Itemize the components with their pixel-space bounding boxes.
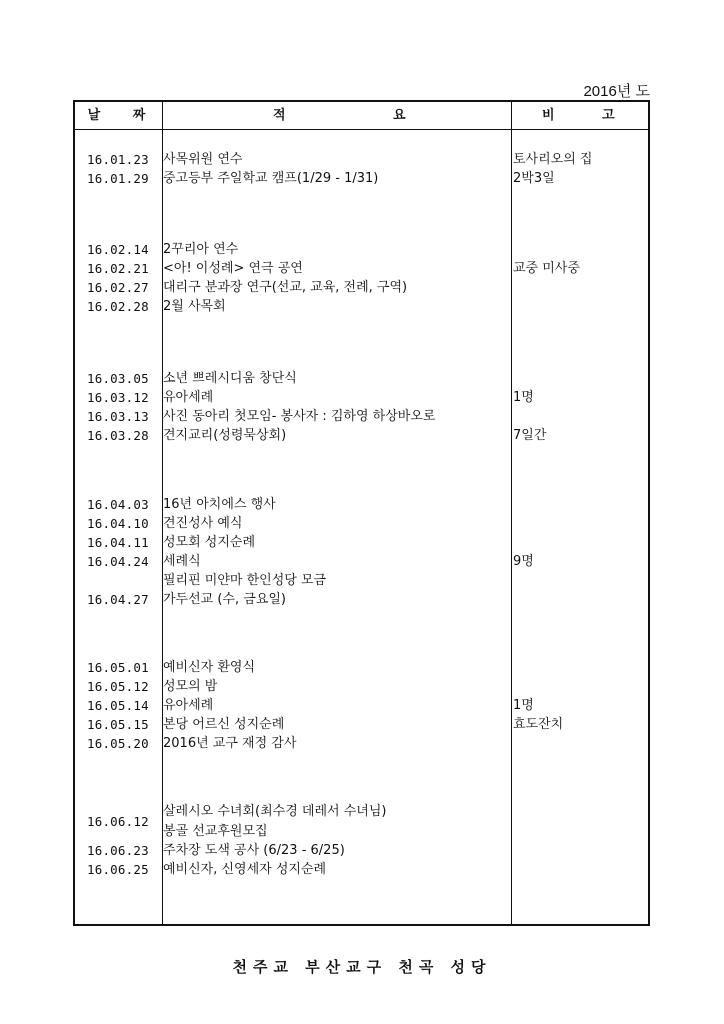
year-header: 2016년 도 [583, 83, 650, 100]
row-date: 16.05.14 [87, 698, 149, 713]
row-date: 16.05.01 [87, 660, 149, 675]
row-note: 교중 미사중 [513, 261, 580, 276]
table-row [75, 841, 648, 860]
row-summary: 16년 아치에스 행사 [163, 497, 276, 512]
row-date: 16.05.12 [87, 679, 149, 694]
row-summary: 필리핀 미얀마 한인성당 모금 [163, 573, 327, 588]
row-note: 1명 [513, 390, 534, 405]
table-row [75, 407, 648, 426]
table-row [75, 590, 648, 609]
row-note: 2박3일 [513, 171, 555, 186]
table-row [75, 169, 648, 188]
row-note: 토사리오의 집 [513, 152, 593, 167]
table-row [75, 369, 648, 388]
column-header-note-a: 비 [542, 108, 555, 123]
column-header-summary [163, 102, 511, 129]
row-summary: 주차장 도색 공사 (6/23 - 6/25) [163, 843, 345, 858]
row-date: 16.05.15 [87, 717, 149, 732]
table-row [75, 495, 648, 514]
row-summary: <아! 이성례> 연극 공연 [163, 261, 303, 276]
row-date: 16.04.27 [87, 592, 149, 607]
row-date: 16.04.03 [87, 497, 149, 512]
row-summary: 유아세례 [163, 390, 214, 405]
row-date: 16.04.10 [87, 516, 149, 531]
row-summary: 성모회 성지순례 [163, 535, 256, 550]
table-row [75, 297, 648, 316]
table-row [75, 514, 648, 533]
row-summary: 유아세례 [163, 698, 214, 713]
column-header-date: 날 짜 [87, 108, 160, 123]
table-row [75, 426, 648, 445]
table-row [75, 150, 648, 169]
schedule-table [73, 100, 650, 926]
row-date: 16.03.12 [87, 390, 149, 405]
table-row [75, 696, 648, 715]
row-summary: 견지교리(성령묵상회) [163, 428, 287, 443]
row-date: 16.06.23 [87, 843, 149, 858]
column-header-summary-b: 요 [393, 108, 406, 123]
row-date: 16.03.13 [87, 409, 149, 424]
table-row [75, 240, 648, 259]
row-summary: 대리구 분과장 연구(선교, 교육, 전례, 구역) [163, 280, 408, 295]
column-header-summary-a: 적 [273, 108, 286, 123]
row-date: 16.02.28 [87, 299, 149, 314]
row-summary: 견진성사 예식 [163, 516, 243, 531]
table-row [75, 822, 648, 841]
row-summary: 본당 어르신 성지순례 [163, 717, 285, 732]
row-date: 16.06.25 [87, 862, 149, 877]
row-summary: 성모의 밤 [163, 679, 218, 694]
row-date: 16.03.05 [87, 371, 149, 386]
row-date: 16.04.11 [87, 535, 149, 550]
row-date: 16.01.29 [87, 171, 149, 186]
row-note: 1명 [513, 698, 534, 713]
row-date: 16.02.21 [87, 261, 149, 276]
row-summary: 예비신자, 신영세자 성지순례 [163, 862, 327, 877]
row-summary: 중고등부 주일학교 캠프(1/29 - 1/31) [163, 171, 379, 186]
row-summary: 소년 쁘레시디움 창단식 [163, 371, 297, 386]
table-row [75, 715, 648, 734]
row-date: 16.06.12 [87, 814, 149, 829]
table-row [75, 571, 648, 590]
row-summary: 2월 사목회 [163, 299, 226, 314]
column-header-note-b: 고 [602, 108, 615, 123]
table-row [75, 677, 648, 696]
row-summary: 2꾸리아 연수 [163, 242, 239, 257]
table-row [75, 259, 648, 278]
row-summary: 봉골 선교후원모집 [163, 824, 268, 839]
row-note: 7일간 [513, 428, 547, 443]
table-row [75, 658, 648, 677]
row-summary: 살레시오 수녀회(최수경 데레서 수녀님) [163, 804, 387, 819]
table-row [75, 552, 648, 571]
row-note: 9명 [513, 554, 534, 569]
parish-footer: 천주교 부산교구 천곡 성당 [232, 958, 492, 976]
row-date: 16.01.23 [87, 152, 149, 167]
table-row [75, 388, 648, 407]
table-row [75, 278, 648, 297]
row-summary: 사목위원 연수 [163, 152, 243, 167]
table-row [75, 860, 648, 879]
row-date: 16.02.27 [87, 280, 149, 295]
row-date: 16.05.20 [87, 736, 149, 751]
table-row [75, 734, 648, 753]
row-summary: 예비신자 환영식 [163, 660, 256, 675]
row-summary: 사진 동아리 첫모임- 봉사자 : 김하영 하상바오로 [163, 409, 436, 424]
row-summary: 가두선교 (수, 금요일) [163, 592, 287, 607]
header-divider [75, 129, 648, 130]
row-date: 16.03.28 [87, 428, 149, 443]
row-summary: 세례식 [163, 554, 201, 569]
column-header-note [512, 102, 650, 129]
row-note: 효도잔치 [513, 717, 564, 732]
row-date: 16.04.24 [87, 554, 149, 569]
row-summary: 2016년 교구 재정 감사 [163, 736, 297, 751]
row-date: 16.02.14 [87, 242, 149, 257]
table-row [75, 533, 648, 552]
